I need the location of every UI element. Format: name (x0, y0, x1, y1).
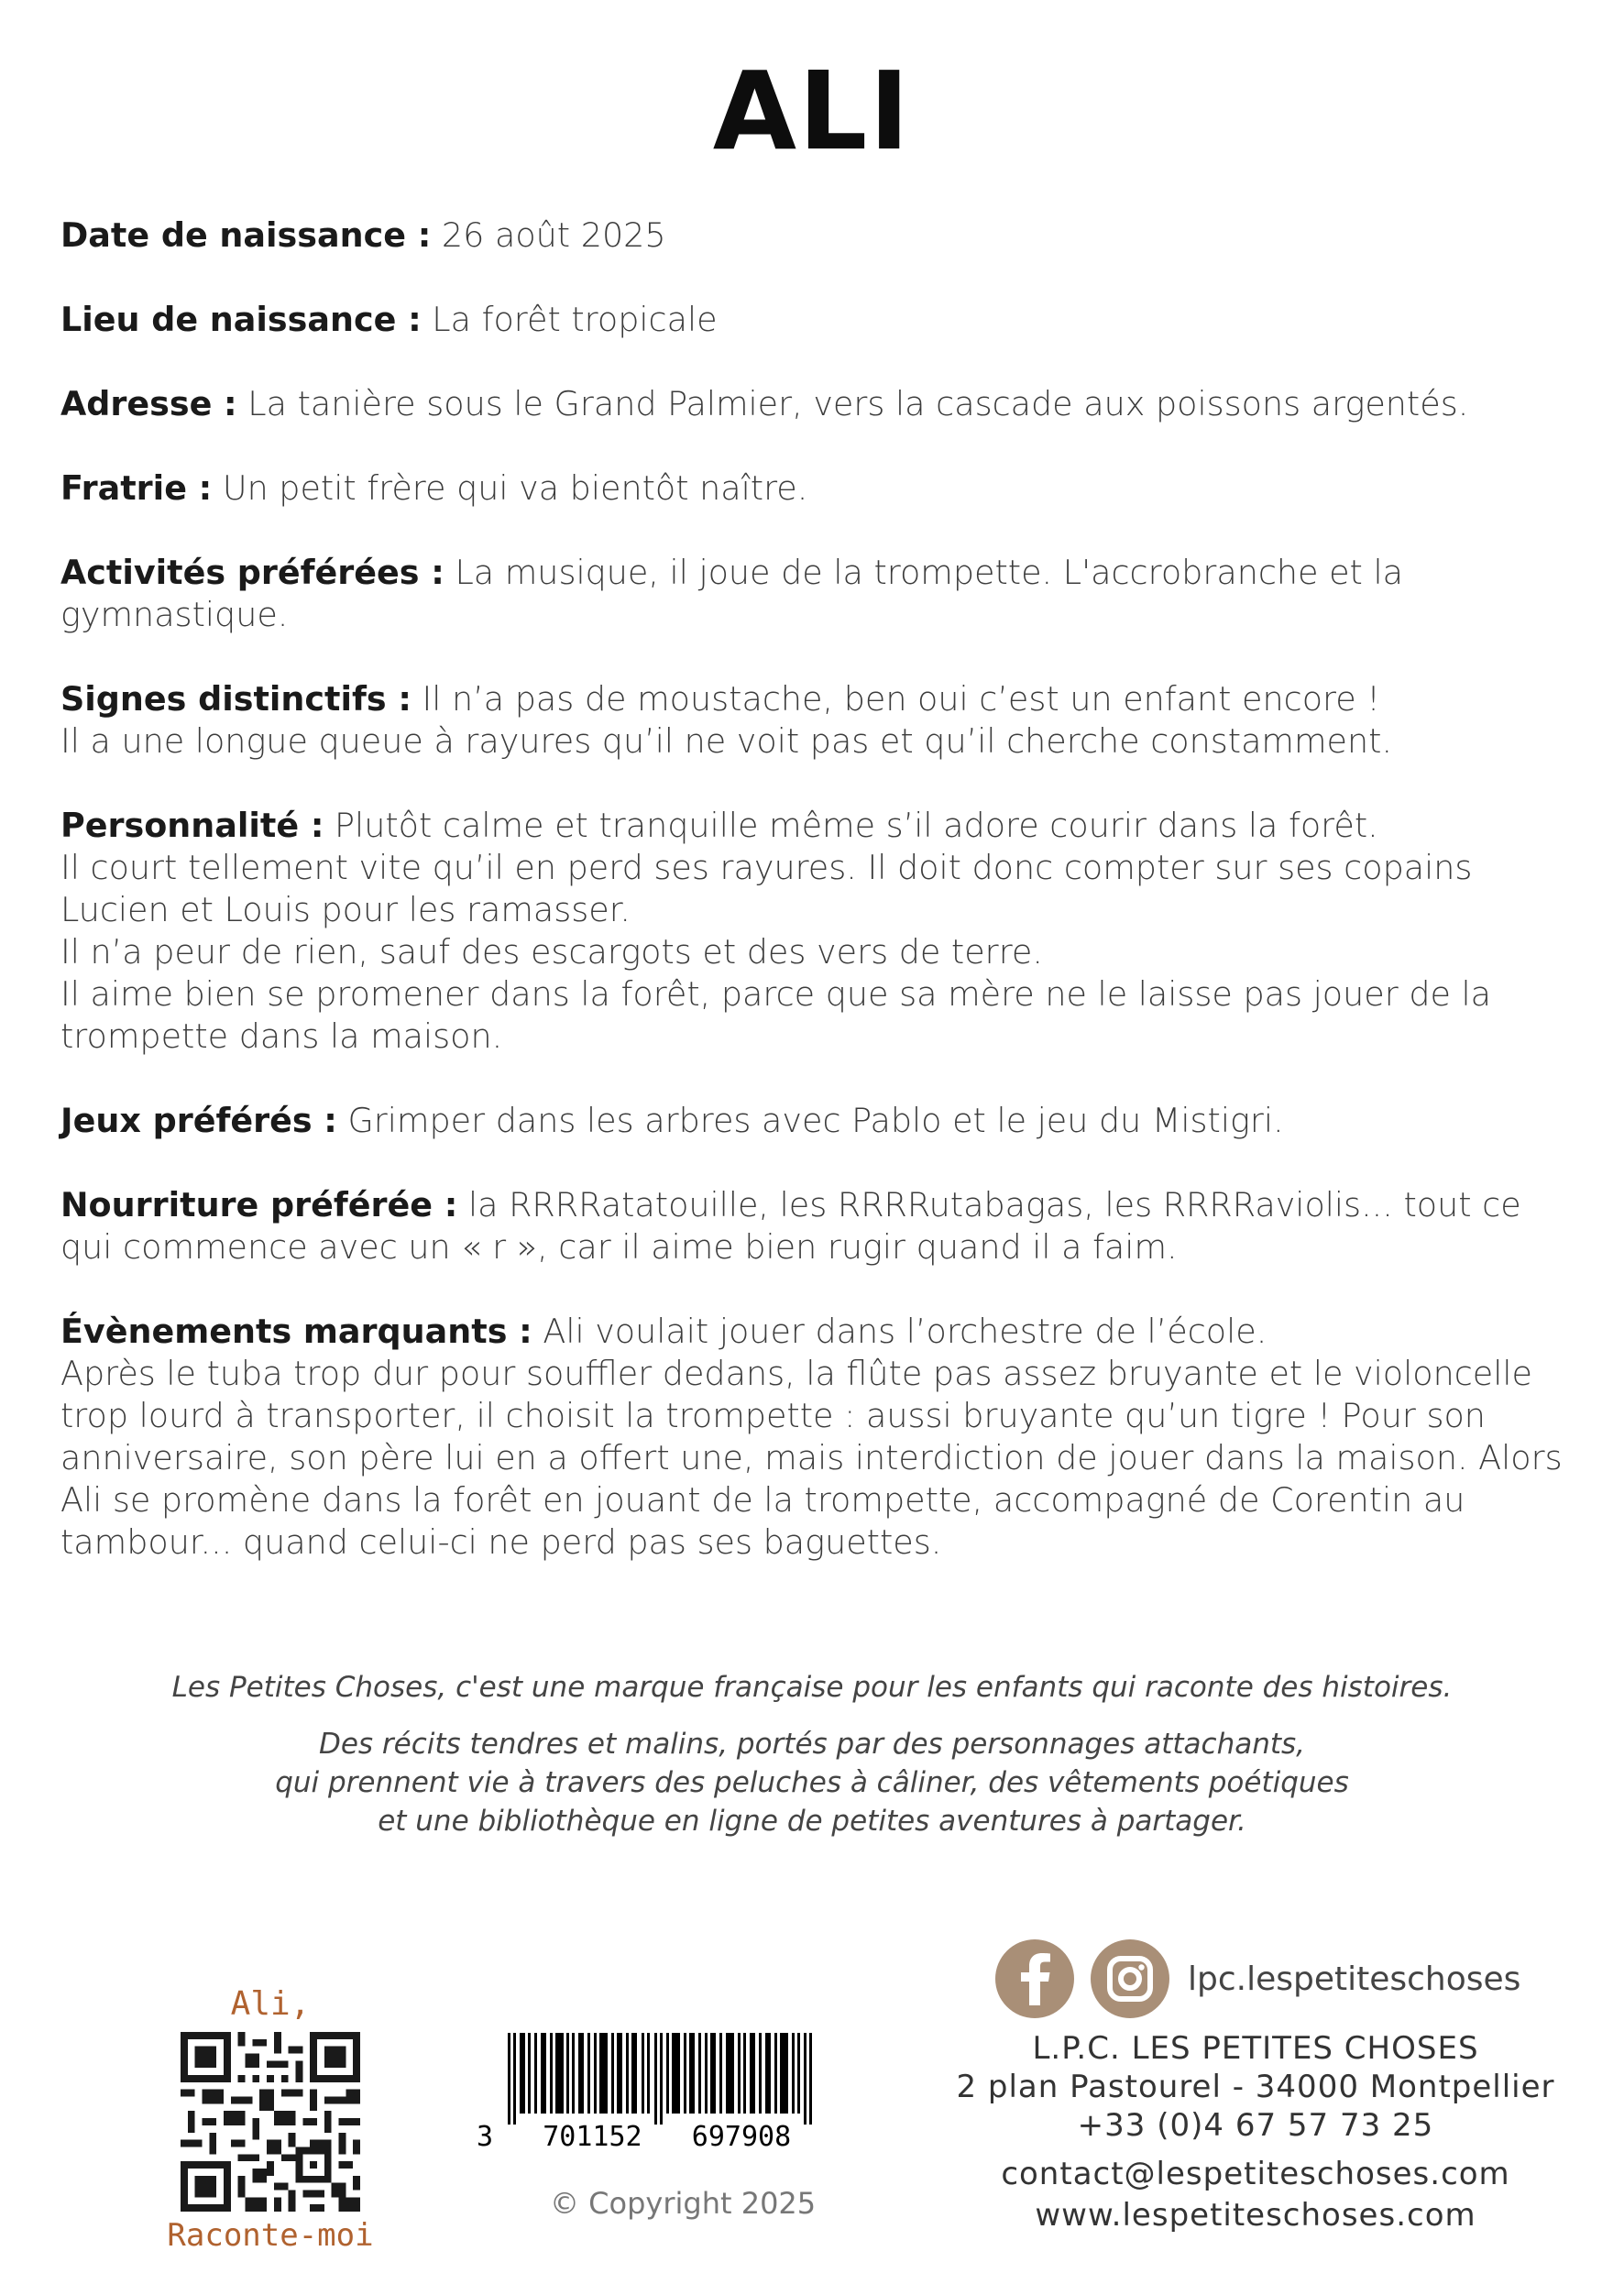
brand-line: et une bibliothèque en ligne de petites aventures à partager. (378, 1805, 1246, 1838)
field-value: Ali voulait jouer dans l’orchestre de l’école. Après le tuba trop dur pour souffler dedans, la flûte pas assez bruyante et le violoncelle trop lourd à transporter, il choisit la trompette : aussi bruyante qu’un tigre ! Pour son anniversaire, son père lui en a offert une, mais interdiction de jouer dans la maison. Alors Ali se promène dans la forêt en jouant de la trompette, accompagné de Corentin au tambour... quand celui-ci ne perd pas ses baguettes. (60, 1312, 1563, 1562)
field-distinctive-signs (60, 678, 1573, 763)
field-favorite-games (60, 1100, 1573, 1142)
instagram-icon[interactable] (1091, 1939, 1169, 2018)
field-value: Il n’a pas de moustache, ben oui c’est un enfant encore ! Il a une longue queue à rayures qu’il ne voit pas et qu’il cherche constamment. (60, 679, 1393, 761)
field-label: Lieu de naissance : (60, 300, 422, 339)
field-label: Date de naissance : (60, 215, 432, 255)
field-siblings (60, 467, 1573, 510)
brand-line: Les Petites Choses, c'est une marque française pour les enfants qui raconte des histoires. (171, 1671, 1453, 1704)
qr-block (147, 1985, 394, 2254)
field-value: Plutôt calme et tranquille même s’il adore courir dans la forêt. Il court tellement vite qu’il en perd ses rayures. Il doit donc compter sur ses copains Lucien et Louis pour les ramasser. Il n’a peur de rien, sauf des escargots et des vers de terre. Il aime bien se promener dans la forêt, parce que sa mère ne le laisse pas jouer de la trompette dans la maison. (60, 806, 1492, 1056)
company-info (935, 2029, 1576, 2145)
copyright: © Copyright 2025 (550, 2186, 817, 2221)
field-value: La tanière sous le Grand Palmier, vers la cascade aux poissons argentés. (236, 384, 1469, 423)
qr-code-icon[interactable] (181, 2032, 360, 2212)
qr-caption-bottom: Raconte-moi (167, 2217, 374, 2254)
facebook-icon[interactable] (995, 1939, 1074, 2018)
brand-description (0, 1725, 1624, 1840)
field-activities (60, 552, 1573, 636)
qr-caption-top: Ali, (230, 1985, 311, 2023)
page-title: ALI (712, 48, 912, 174)
field-value: La musique, il joue de la trompette. L'accrobranche et la gymnastique. (60, 553, 1403, 634)
barcode-number: 3 701152 697908 (477, 2121, 792, 2153)
field-label: Personnalité : (60, 806, 324, 845)
field-value: Grimper dans les arbres avec Pablo et le jeu du Mistigri. (336, 1101, 1284, 1140)
email-link[interactable]: contact@lespetiteschoses.com (1001, 2156, 1510, 2192)
company-address: 2 plan Pastourel - 34000 Montpellier (956, 2069, 1555, 2105)
brand-tagline (0, 1668, 1624, 1707)
contact-info (935, 2154, 1576, 2236)
field-value: la RRRRatatouille, les RRRRutabagas, les RRRRaviolis... tout ce qui commence avec un « r », car il aime bien rugir quand il a faim. (60, 1185, 1521, 1267)
character-sheet (60, 214, 1573, 1606)
field-value: La forêt tropicale (421, 300, 718, 339)
field-label: Jeux préférés : (60, 1101, 337, 1140)
company-phone[interactable]: +33 (0)4 67 57 73 25 (1077, 2107, 1434, 2144)
brand-line: qui prennent vie à travers des peluches à câliner, des vêtements poétiques (275, 1766, 1349, 1799)
field-label: Activités préférées : (60, 553, 444, 592)
social-links (995, 1939, 1520, 2018)
field-label: Évènements marquants : (60, 1312, 532, 1351)
social-handle[interactable]: lpc.lespetiteschoses (1188, 1960, 1521, 1998)
website-link[interactable]: www.lespetiteschoses.com (1035, 2197, 1476, 2234)
field-label: Fratrie : (60, 468, 213, 508)
field-label: Adresse : (60, 384, 237, 423)
field-favorite-food (60, 1184, 1573, 1268)
company-name: L.P.C. LES PETITES CHOSES (1032, 2030, 1479, 2067)
brand-line: Des récits tendres et malins, portés par des personnages attachants, (318, 1728, 1306, 1761)
field-birth-date (60, 214, 1573, 257)
field-value: 26 août 2025 (431, 215, 666, 255)
barcode-icon (508, 2033, 819, 2125)
field-notable-events (60, 1311, 1573, 1564)
field-value: Un petit frère qui va bientôt naître. (212, 468, 808, 508)
field-personality (60, 805, 1573, 1058)
field-birth-place (60, 299, 1573, 341)
barcode-block (477, 2033, 825, 2153)
field-address (60, 383, 1573, 425)
field-label: Signes distinctifs : (60, 679, 411, 719)
field-label: Nourriture préférée : (60, 1185, 458, 1224)
